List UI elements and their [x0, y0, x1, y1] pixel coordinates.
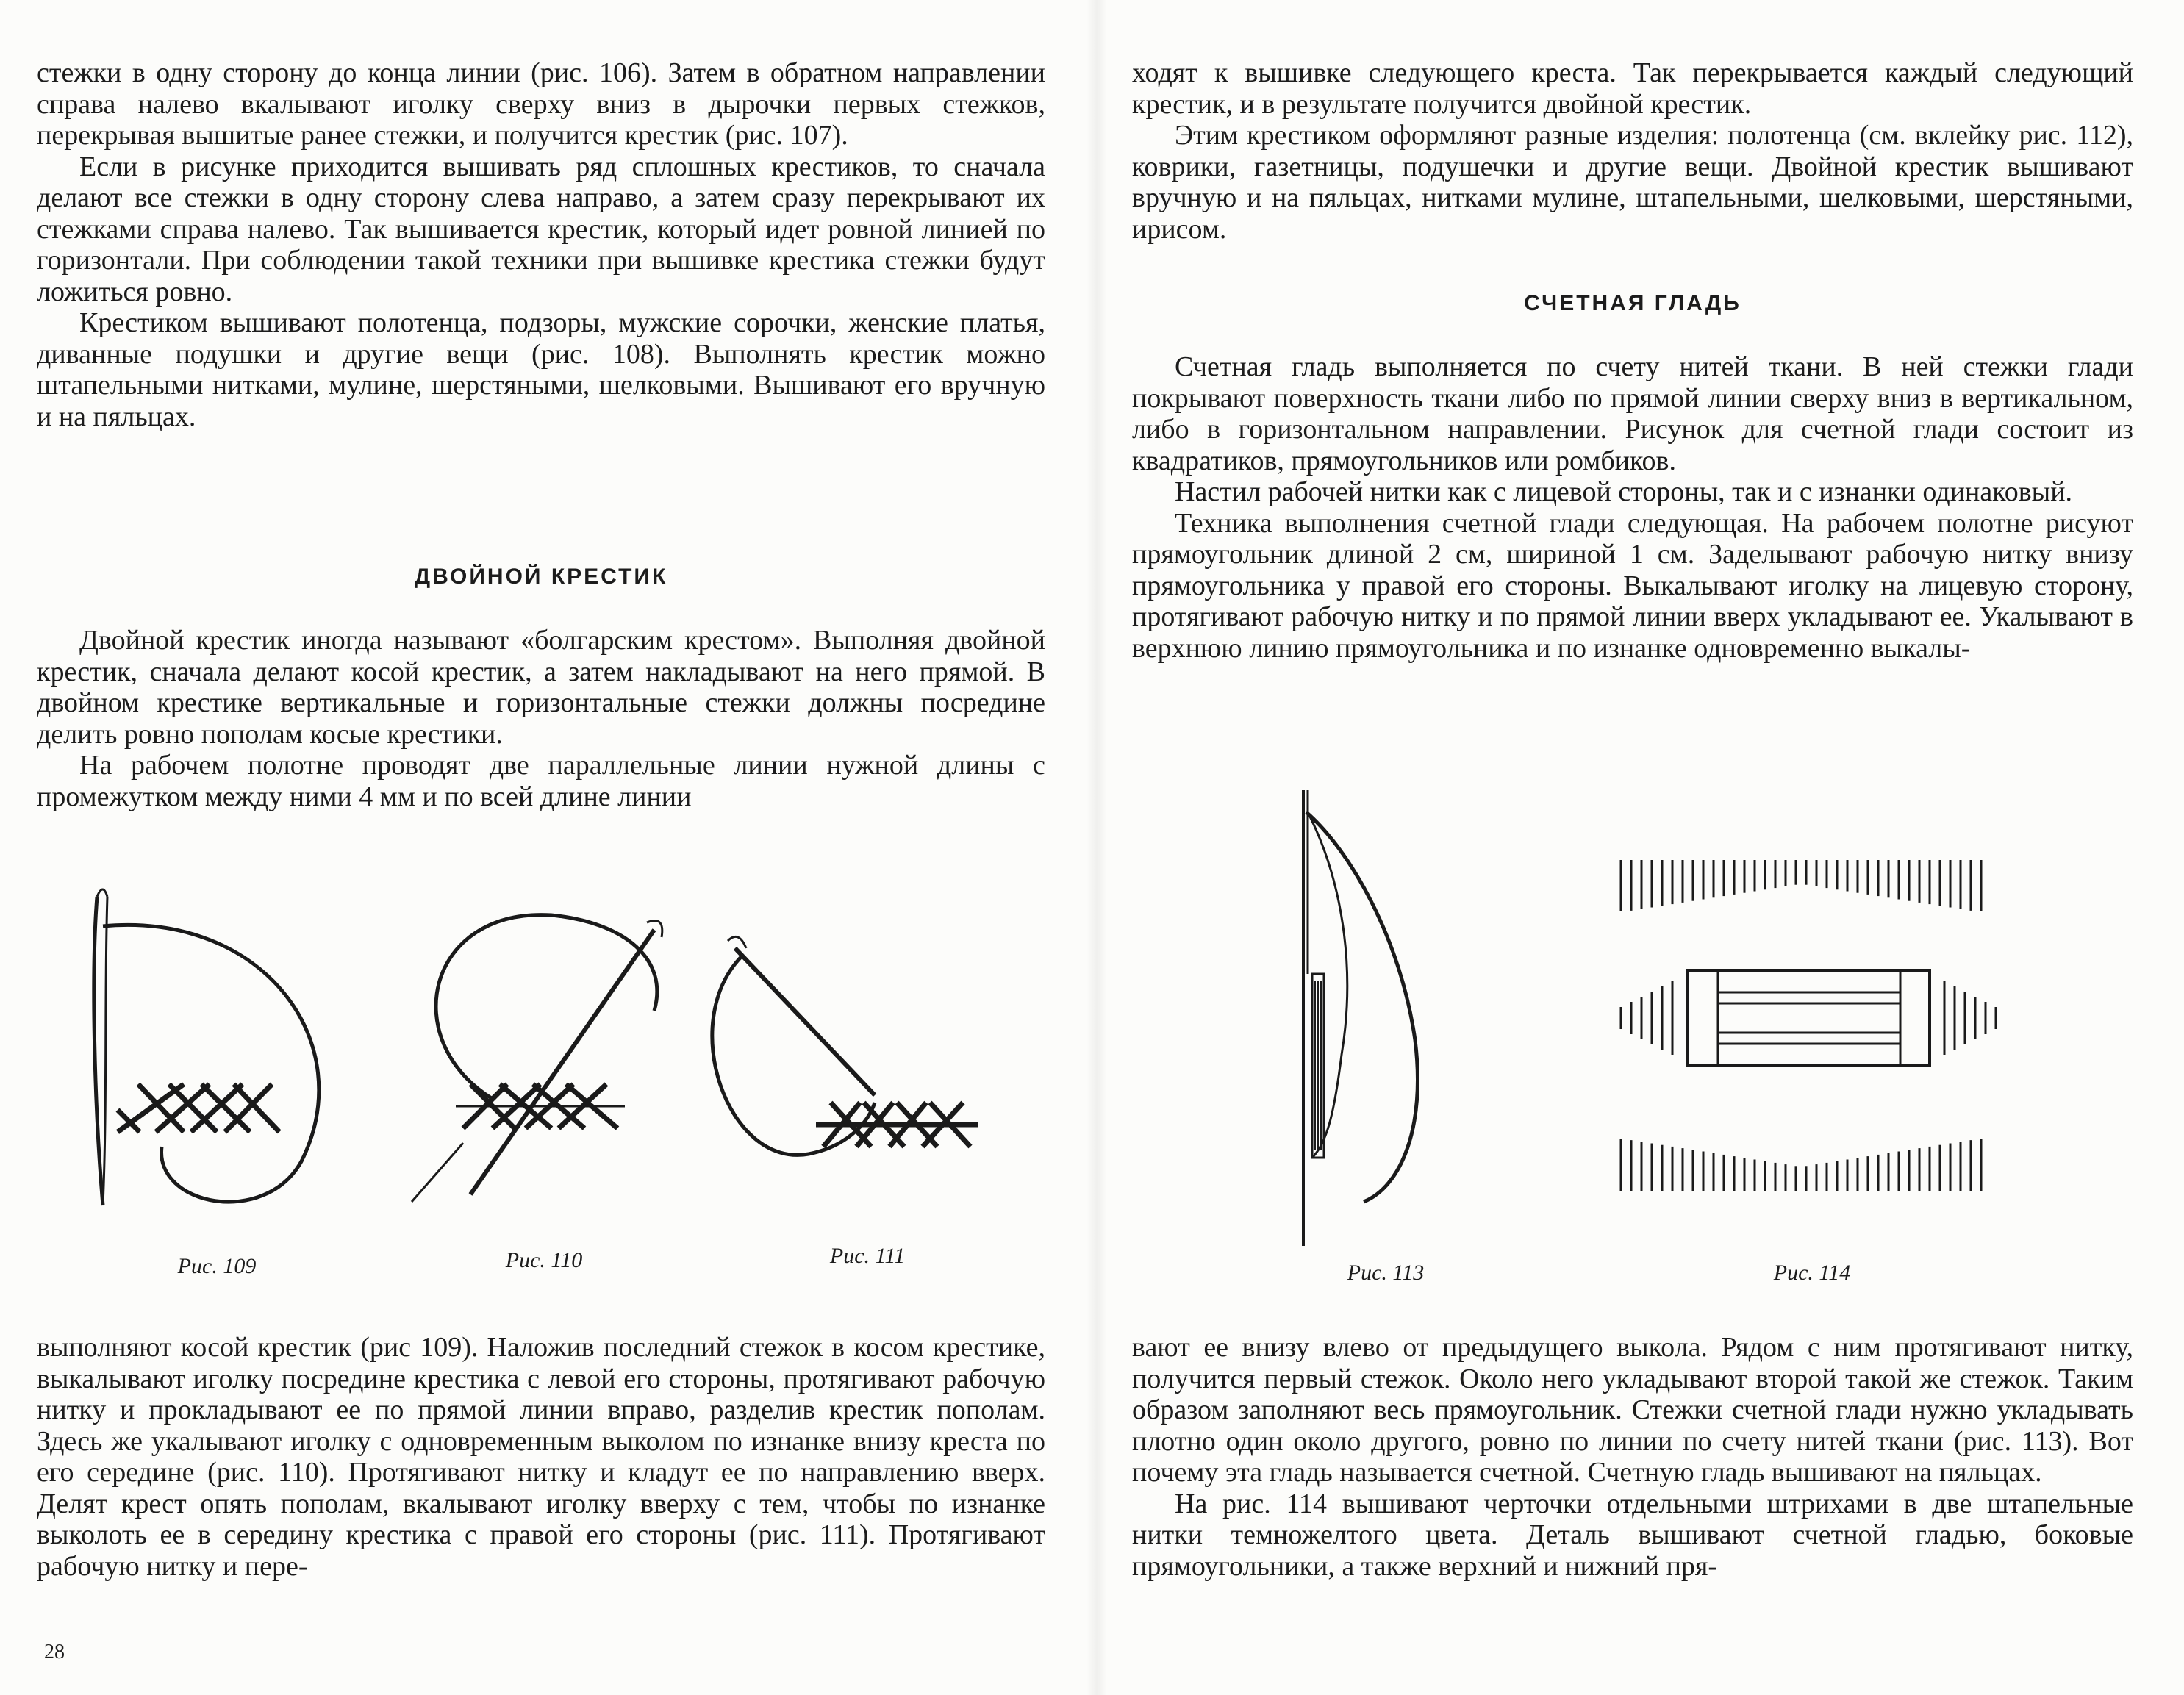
section-heading-counted-satin: СЧЕТНАЯ ГЛАДЬ: [1524, 291, 1741, 315]
figure-111-caption: Рис. 111: [829, 1244, 906, 1268]
left-bottom-text: [37, 1332, 1045, 1582]
paragraph: стежки в одну сторону до конца линии (рис. 106). Затем в обратном направлении справа налево вкалывают иголку сверху вниз в дырочки первых стежков, перекрывая вышитые ранее стежки, и получится крестик (рис. 107).: [37, 57, 1045, 151]
paragraph: Если в рисунке приходится вышивать ряд сплошных крестиков, то сначала делают все стежки в одну сторону слева направо, а затем сразу перекрывают их стежками справа налево. Так вышивается крестик, который идет ровной линией по горизонтали. При соблюдении такой техники при вышивке крестика стежки будут ложиться ровно.: [37, 151, 1045, 307]
paragraph: Счетная гладь выполняется по счету нитей ткани. В ней стежки глади покрывают поверхность ткани либо по прямой линии сверху вниз в вертикальном, либо в горизонтальном направлении. Рисунок для счетной глади состоит из квадратиков, прямоугольников или ромбиков.: [1132, 351, 2133, 476]
right-top-text: [1132, 57, 2133, 245]
left-top-text: [37, 57, 1045, 432]
figure-111-illustration: [706, 926, 1044, 1235]
paragraph: На рабочем полотне проводят две параллельные линии нужной длины с промежутком между ними 4 мм и по всей длине линии: [37, 750, 1045, 812]
figure-113-caption: Рис. 113: [1347, 1261, 1425, 1285]
paragraph: выполняют косой крестик (рис 109). Наложив последний стежок в косом крестике, выкалывают иголку посредине крестика с левой его стороны, протягивают рабочую нитку и прокладывают ее по прямой линии вправо, разделив крестик пополам. Здесь же укалывают иголку с одновременным выколом по изнанке внизу креста по его середине (рис. 110). Протягивают нитку и кладут ее по направлению вверх. Делят крест опять пополам, вкалывают иголку вверху с тем, чтобы по изнанке выколоть ее в середину крестика с правой его стороны (рис. 111). Протягивают рабочую нитку и пере-: [37, 1332, 1045, 1582]
figure-113-illustration: [1297, 790, 1489, 1246]
paragraph: Двойной крестик иногда называют «болгарским крестом». Выполняя двойной крестик, сначала делают косой крестик, а затем накладывают на него прямой. В двойном крестике вертикальные и горизонтальные стежки должны посредине делить ровно пополам косые крестики.: [37, 625, 1045, 750]
figure-114-caption: Рис. 114: [1773, 1261, 1851, 1285]
right-bottom-text: [1132, 1332, 2133, 1582]
paragraph: ходят к вышивке следующего креста. Так перекрывается каждый следующий крестик, и в результате получится двойной крестик.: [1132, 57, 2133, 120]
right-section-text: [1132, 351, 2133, 664]
figure-114-illustration: [1606, 845, 2018, 1205]
figure-110-illustration: [382, 900, 691, 1239]
left-section-text: [37, 625, 1045, 812]
section-heading-double-cross: ДВОЙНОЙ КРЕСТИК: [414, 565, 668, 589]
paragraph: На рис. 114 вышивают черточки отдельными штрихами в две штапельные нитки темножелтого цвета. Деталь вышивают счетной гладью, боковые прямоугольники, а также верхний и нижний пря-: [1132, 1488, 2133, 1582]
right-page: [1092, 0, 2184, 1695]
paragraph: Этим крестиком оформляют разные изделия: полотенца (см. вклейку рис. 112), коврики, газетницы, подушечки и другие вещи. Двойной крестик вышивают вручную и на пяльцах, нитками мулине, штапельными, шелковыми, шерстяными, ирисом.: [1132, 120, 2133, 245]
paragraph: Настил рабочей нитки как с лицевой стороны, так и с изнанки одинаковый.: [1175, 476, 2073, 507]
page-number: 28: [44, 1641, 65, 1663]
paragraph: Крестиком вышивают полотенца, подзоры, мужские сорочки, женские платья, диванные подушки и другие вещи (рис. 108). Выполнять крестик можно штапельными нитками, мулине, шерстяными, шелковыми. Вышивают его вручную и на пяльцах.: [37, 307, 1045, 432]
figure-110-caption: Рис. 110: [505, 1248, 583, 1272]
paragraph: Техника выполнения счетной глади следующая. На рабочем полотне рисуют прямоугольник длиной 2 см, шириной 1 см. Заделывают рабочую нитку внизу прямоугольника у правой его стороны. Выкалывают иголку на лицевую сторону, протягивают рабочую нитку и по прямой линии вверх укладывают ее. Укалывают в верхнюю линию прямоугольника и по изнанке одновременно выкалы-: [1132, 507, 2133, 664]
figure-109-caption: Рис. 109: [177, 1254, 257, 1278]
paragraph: вают ее внизу влево от предыдущего выкола. Рядом с ним протягивают нитку, получится первый стежок. Около него укладывают второй такой же стежок. Таким образом заполняют весь прямоугольник. Стежки счетной глади нужно укладывать плотно один около другого, ровно по линии по счету нитей ткани (рис. 113). Вот почему эта гладь называется счетной. Счетную гладь вышивают на пяльцах.: [1132, 1332, 2133, 1488]
figure-109-illustration: [44, 882, 353, 1235]
